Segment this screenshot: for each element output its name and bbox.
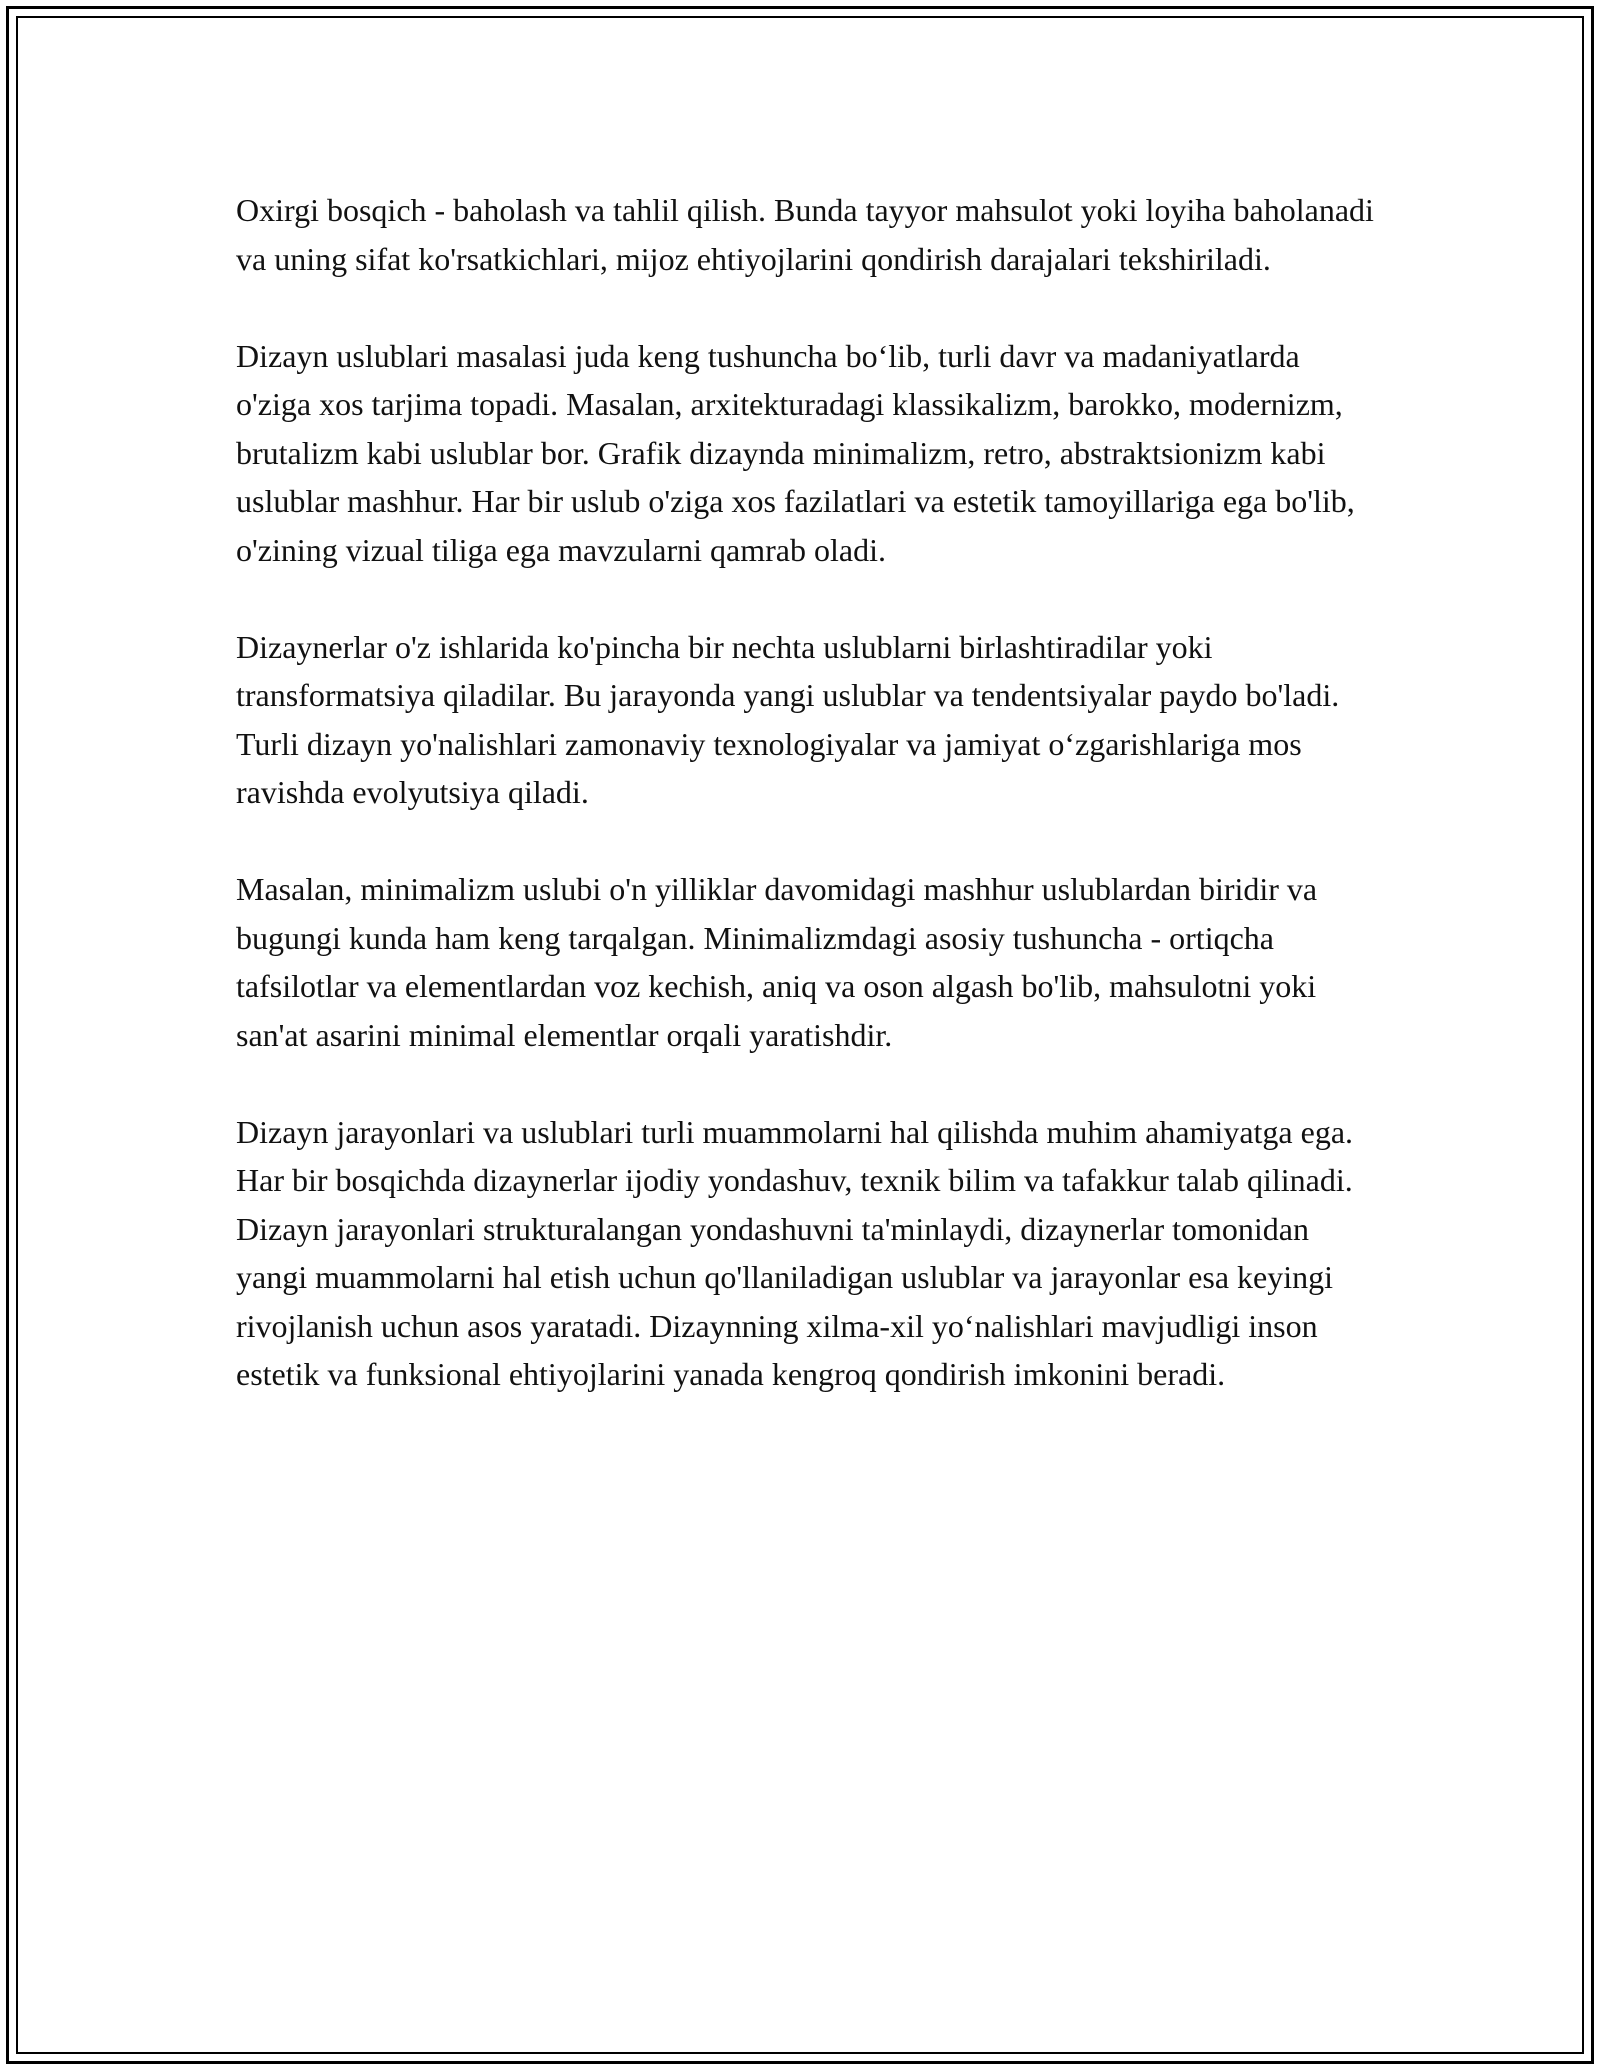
paragraph-conclusion: Dizayn jarayonlari va uslublari turli muammolarni hal qilishda muhim ahamiyatga ega. Har bir bosqichda dizaynerlar ijodiy yondashuv, texnik bilim va tafakkur talab qilinadi. Dizayn jarayonlari strukturalangan yondashuvni ta'minlaydi, dizaynerlar tomonidan yangi muammolarni hal etish uchun qo'llaniladigan uslublar va jarayonlar esa keyingi rivojlanish uchun asos yaratadi. Dizaynning xilma-xil yo‘nalishlari mavjudligi inson estetik va funksional ehtiyojlarini yanada kengroq qondirish imkonini beradi.: [236, 1113, 1354, 1392]
paragraph-minimalism: Masalan, minimalizm uslubi o'n yilliklar davomidagi mashhur uslublardan biridir va bugungi kunda ham keng tarqalgan. Minimalizmdagi asosiy tushuncha - ortiqcha tafsilotlar va elementlardan voz kechish, aniq va oson algash bo'lib, mahsulotni yoki san'at asarini minimal elementlar orqali yaratishdir.: [236, 871, 1318, 1053]
paragraph-combining-styles: Dizaynerlar o'z ishlarida ko'pincha bir nechta uslublarni birlashtiradilar yoki transformatsiya qiladilar. Bu jarayonda yangi uslublar va tendentsiyalar paydo bo'ladi. Turli dizayn yo'nalishlari zamonaviy texnologiyalar va jamiyat o‘zgarishlariga mos ravishda evolyutsiya qiladi.: [236, 628, 1340, 810]
paragraph-evaluation: Oxirgi bosqich - baholash va tahlil qilish. Bunda tayyor mahsulot yoki loyiha baholanadi va uning sifat ko'rsatkichlari, mijoz ehtiyojlarini qondirish darajalari tekshiriladi.: [236, 192, 1374, 277]
paragraph-design-styles: Dizayn uslublari masalasi juda keng tushuncha bo‘lib, turli davr va madaniyatlarda o'ziga xos tarjima topadi. Masalan, arxitekturadagi klassikalizm, barokko, modernizm, brutalizm kabi uslublar bor. Grafik dizaynda minimalizm, retro, abstraktsionizm kabi uslublar mashhur. Har bir uslub o'ziga xos fazilatlari va estetik tamoyillariga ega bo'lib, o'zining vizual tiliga ega mavzularni qamrab oladi.: [236, 337, 1355, 568]
document-body: [236, 186, 1376, 1447]
